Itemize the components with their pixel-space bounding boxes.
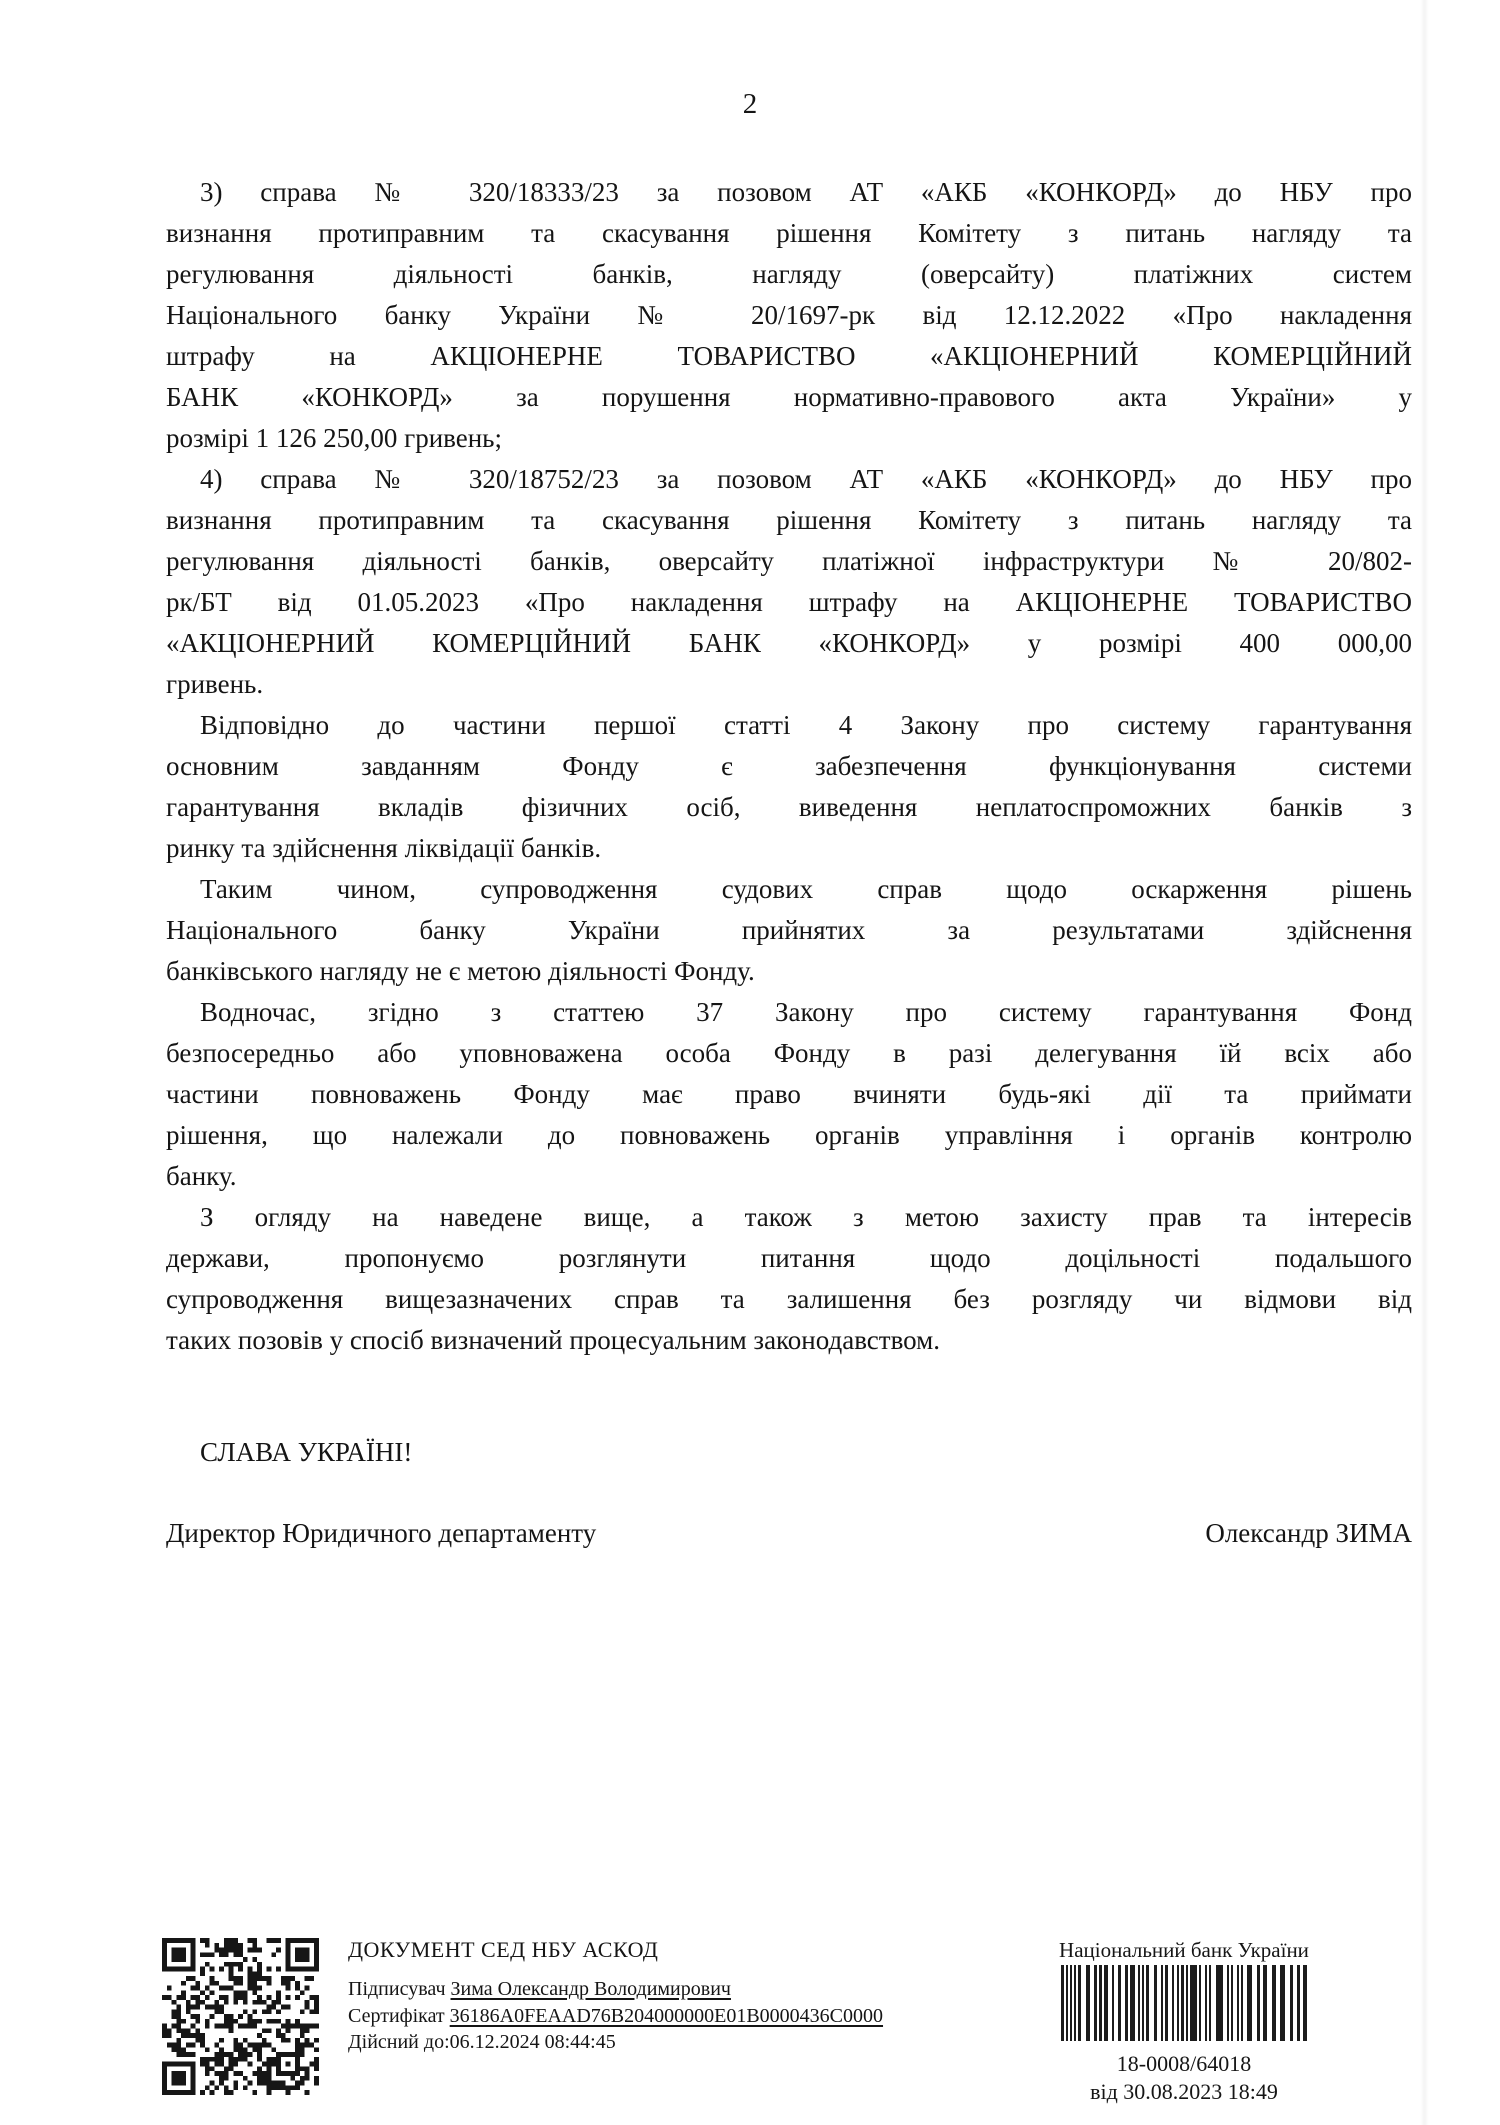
body-line: Водночас, згідно з статтею 37 Закону про систему гарантування Фонд: [200, 997, 1412, 1027]
body-line: ринку та здійснення ліквідації банків.: [166, 833, 602, 863]
body-line: «АКЦІОНЕРНИЙ КОМЕРЦІЙНИЙ БАНК «КОНКОРД» у розмірі 400 000,00: [166, 628, 1412, 658]
signature-stamp: [348, 1936, 883, 2056]
body-line: основним завданням Фонду є забезпечення функціонування системи: [166, 751, 1412, 781]
stamp-signer-value: Зима Олександр Володимирович: [450, 1978, 731, 2000]
body-line: регулювання діяльності банків, нагляду (оверсайту) платіжних систем: [166, 259, 1412, 289]
stamp-cert-label: Сертифікат: [348, 2004, 445, 2027]
signature-row: [166, 1518, 1412, 1549]
body-line: З огляду на наведене вище, а також з метою захисту прав та інтересів: [200, 1202, 1412, 1232]
body-line: штрафу на АКЦІОНЕРНЕ ТОВАРИСТВО «АКЦІОНЕРНИЙ КОМЕРЦІЙНИЙ: [166, 341, 1412, 371]
registration-org: Національний банк України: [1059, 1938, 1309, 1962]
registration-block: [1028, 1937, 1340, 2105]
body-line: розмірі 1 126 250,00 гривень;: [166, 423, 502, 453]
body-line: визнання протиправним та скасування рішення Комітету з питань нагляду та: [166, 505, 1412, 535]
body-line: таких позовів у спосіб визначений процесуальним законодавством.: [166, 1325, 940, 1355]
stamp-signer-label: Підписувач: [348, 1978, 446, 2000]
page-number: 2: [742, 88, 758, 120]
body-line: рк/БТ від 01.05.2023 «Про накладення штрафу на АКЦІОНЕРНЕ ТОВАРИСТВО: [166, 587, 1412, 617]
body-line: гривень.: [166, 669, 264, 699]
body-line: визнання протиправним та скасування рішення Комітету з питань нагляду та: [166, 218, 1412, 248]
body-line: банківського нагляду не є метою діяльності Фонду.: [166, 956, 755, 986]
qr-code-icon: [162, 1938, 319, 2095]
registration-number: 18-0008/64018: [1116, 2051, 1252, 2076]
body-line: безпосередньо або уповноважена особа Фонду в разі делегування їй всіх або: [166, 1038, 1412, 1068]
closing-salutation: СЛАВА УКРАЇНІ!: [200, 1437, 413, 1467]
stamp-cert-value: 36186A0FEAAD76B204000000E01B0000436C0000: [449, 2004, 884, 2027]
body-line: банку.: [166, 1161, 237, 1191]
signature-name: Олександр ЗИМА: [1205, 1518, 1412, 1548]
body-line: Відповідно до частини першої статті 4 Закону про систему гарантування: [200, 710, 1412, 740]
body-line: Таким чином, супроводження судових справ щодо оскарження рішень: [200, 874, 1412, 904]
body-line: супроводження вищезазначених справ та залишення без розгляду чи відмови від: [166, 1284, 1412, 1314]
body-line: гарантування вкладів фізичних осіб, виведення неплатоспроможних банків з: [166, 792, 1412, 822]
body-line: регулювання діяльності банків, оверсайту платіжної інфраструктури № 20/802-: [166, 546, 1412, 576]
scan-fold-line: [1420, 0, 1429, 2125]
body-line: рішення, що належали до повноважень органів управління і органів контролю: [166, 1120, 1412, 1150]
stamp-cert-line: [348, 2003, 883, 2030]
stamp-title: ДОКУМЕНТ СЕД НБУ АСКОД: [348, 1937, 659, 1962]
body-line: 3) справа № 320/18333/23 за позовом АТ «АКБ «КОНКОРД» до НБУ про: [200, 177, 1412, 207]
body-line: Національного банку України № 20/1697-рк від 12.12.2022 «Про накладення: [166, 300, 1412, 330]
body-line: Національного банку України прийнятих за результатами здійснення: [166, 915, 1412, 945]
body-line: частини повноважень Фонду має право вчиняти будь-які дії та приймати: [166, 1079, 1412, 1109]
stamp-valid-value: 06.12.2024 08:44:45: [449, 2031, 616, 2053]
signature-title: Директор Юридичного департаменту: [166, 1518, 597, 1548]
stamp-valid-line: [348, 2029, 883, 2056]
barcode-icon: [1028, 1965, 1340, 2046]
stamp-valid-label: Дійсний до:: [348, 2031, 450, 2053]
body-line: БАНК «КОНКОРД» за порушення нормативно-правового акта України» у: [166, 382, 1412, 412]
registration-date: від 30.08.2023 18:49: [1090, 2079, 1278, 2104]
stamp-signer-line: [348, 1976, 883, 2003]
body-line: 4) справа № 320/18752/23 за позовом АТ «АКБ «КОНКОРД» до НБУ про: [200, 464, 1412, 494]
body-line: держави, пропонуємо розглянути питання щодо доцільності подальшого: [166, 1243, 1412, 1273]
document-body: [166, 172, 1412, 1361]
